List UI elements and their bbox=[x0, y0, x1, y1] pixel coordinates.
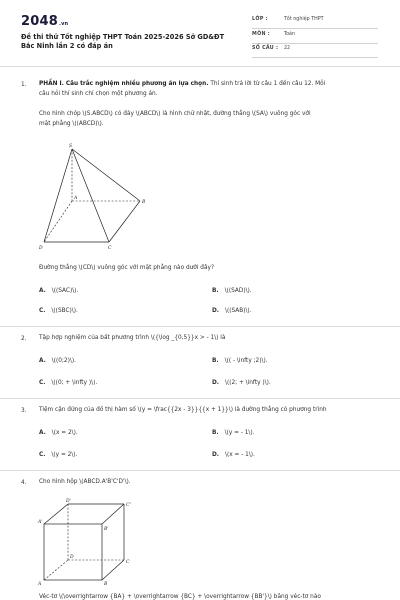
q1-option-a-letter: A. bbox=[39, 288, 46, 294]
question-3-number: 3. bbox=[21, 408, 27, 414]
edge-cb bbox=[109, 201, 140, 242]
q1-option-d-letter: D. bbox=[212, 308, 220, 314]
vertex-b-label: B bbox=[104, 582, 108, 586]
q2-option-c[interactable] bbox=[39, 380, 97, 386]
question-divider bbox=[0, 470, 400, 471]
edge-top-left bbox=[44, 504, 68, 524]
meta-subject-label: MÔN : bbox=[252, 32, 270, 37]
meta-class-value: Tốt nghiệp THPT bbox=[284, 17, 324, 22]
vertex-a-label: A bbox=[74, 196, 78, 201]
q2-option-d[interactable] bbox=[212, 380, 271, 386]
edge-ad bbox=[44, 201, 72, 242]
q2-option-a-letter: A. bbox=[39, 358, 46, 364]
question-4-trailing-text: Véc-tơ \(\overrightarrow {BA} + \overrightarrow {BC} + \overrightarrow {BB'}\) bằng véc-tơ nào bbox=[39, 594, 321, 600]
q3-option-d-text: \(x = - 1\). bbox=[225, 452, 255, 458]
q3-option-d[interactable] bbox=[212, 452, 255, 458]
question-3-stem: Tiệm cận đứng của đồ thị hàm số \(y = \frac{{2x - 3}}{{x + 1}}\) là đường thẳng có phương trình bbox=[39, 407, 327, 413]
q2-option-b-letter: B. bbox=[212, 358, 219, 364]
q2-option-d-letter: D. bbox=[212, 380, 220, 386]
vertex-c-label: C bbox=[126, 560, 130, 565]
meta-subject bbox=[252, 29, 378, 44]
meta-count bbox=[252, 43, 378, 58]
question-2-number: 2. bbox=[21, 336, 27, 342]
vertex-b1-label: B' bbox=[104, 527, 109, 532]
vertex-d-label: D bbox=[70, 555, 74, 560]
q2-option-a[interactable] bbox=[39, 358, 76, 364]
meta-count-value: 22 bbox=[284, 46, 291, 51]
q1-option-c-text: \((SBC)\). bbox=[51, 308, 78, 314]
meta-class bbox=[252, 14, 378, 29]
q1-option-c-letter: C. bbox=[39, 308, 46, 314]
q2-option-b[interactable] bbox=[212, 358, 268, 364]
question-1-stem bbox=[39, 110, 379, 129]
question-1-intro bbox=[39, 80, 379, 99]
q2-option-c-letter: C. bbox=[39, 380, 46, 386]
question-1-intro-rest: Thí sinh trả lời từ câu 1 đến câu 12. Mỗi bbox=[208, 81, 326, 87]
question-1-stem-line2: mặt phẳng \((ABCD)\). bbox=[39, 120, 104, 127]
q3-option-d-letter: D. bbox=[212, 452, 220, 458]
question-4-number: 4. bbox=[21, 480, 27, 486]
q1-option-b-letter: B. bbox=[212, 288, 219, 294]
logo-text: 2048 bbox=[21, 14, 58, 29]
site-logo[interactable] bbox=[21, 14, 68, 29]
q2-option-a-text: \((0;2)\). bbox=[51, 358, 76, 364]
q3-option-c-text: \(y = 2\). bbox=[51, 452, 78, 458]
question-divider bbox=[0, 398, 400, 399]
edge-sd bbox=[44, 149, 72, 242]
q1-option-d[interactable] bbox=[212, 308, 252, 314]
q3-option-b[interactable] bbox=[212, 430, 255, 436]
edge-top-right bbox=[102, 504, 124, 524]
pyramid-figure bbox=[30, 142, 160, 260]
q3-option-a-letter: A. bbox=[39, 430, 46, 436]
question-1-intro-line2: câu hỏi thí sinh chỉ chọn một phương án. bbox=[39, 90, 158, 97]
q3-option-b-letter: B. bbox=[212, 430, 219, 436]
vertex-d1-label: D' bbox=[66, 499, 71, 504]
question-1-stem-line1: Cho hình chóp \(S.ABCD\) có đáy \(ABCD\) là hình chữ nhật, đường thẳng \(SA\) vuông góc với bbox=[39, 111, 311, 117]
q2-option-c-text: \((0; + \infty )\). bbox=[51, 380, 98, 386]
exam-title bbox=[21, 33, 241, 51]
vertex-s-label: S bbox=[69, 144, 73, 149]
q3-option-c[interactable] bbox=[39, 452, 77, 458]
vertex-d-label: D bbox=[39, 246, 43, 251]
vertex-a1-label: A' bbox=[38, 520, 43, 525]
meta-subject-value: Toán bbox=[284, 32, 296, 37]
front-face bbox=[44, 524, 102, 580]
question-1-number: 1. bbox=[21, 82, 27, 88]
vertex-c1-label: C' bbox=[126, 503, 131, 508]
q2-option-d-text: \((2; + \infty )\). bbox=[225, 380, 271, 386]
question-divider bbox=[0, 326, 400, 327]
q1-option-a-text: \((SAC)\). bbox=[51, 288, 79, 294]
exam-title-line2: Bắc Ninh lần 2 có đáp án bbox=[21, 42, 113, 50]
q3-option-c-letter: C. bbox=[39, 452, 46, 458]
q1-option-b[interactable] bbox=[212, 288, 252, 294]
meta-class-label: LỚP : bbox=[252, 17, 268, 22]
logo-suffix: .vn bbox=[58, 21, 69, 27]
exam-title-line1: Đề thi thử Tốt nghiệp THPT Toán 2025-2026 Sở GD&ĐT bbox=[21, 33, 225, 41]
question-1-intro-line1 bbox=[39, 80, 379, 90]
vertex-b-label: B bbox=[142, 200, 146, 205]
question-4-stem: Cho hình hộp \(ABCD.A'B'C'D'\). bbox=[39, 479, 131, 485]
hidden-edge-left bbox=[44, 560, 68, 580]
q2-option-b-text: \(( - \infty ;2)\). bbox=[224, 358, 268, 364]
meta-count-label: SỐ CÂU : bbox=[252, 46, 279, 51]
question-1-question: Đường thẳng \(CD\) vuông góc với mặt phẳng nào dưới đây? bbox=[39, 265, 215, 271]
parallelepiped-figure bbox=[36, 496, 146, 586]
q3-option-a[interactable] bbox=[39, 430, 78, 436]
part-heading: PHẦN I. Câu trắc nghiệm nhiều phương án lựa chọn. bbox=[39, 81, 209, 87]
q1-option-a[interactable] bbox=[39, 288, 78, 294]
question-2-stem: Tập hợp nghiệm của bất phương trình \({\log _{0,5}}x > - 1\) là bbox=[39, 335, 226, 341]
q1-option-c[interactable] bbox=[39, 308, 78, 314]
vertex-a-label: A bbox=[38, 582, 42, 586]
q3-option-b-text: \(y = - 1\). bbox=[224, 430, 255, 436]
q3-option-a-text: \(x = 2\). bbox=[51, 430, 78, 436]
vertex-c-label: C bbox=[108, 246, 112, 251]
q1-option-d-text: \((SAB)\). bbox=[225, 308, 252, 314]
header-divider bbox=[0, 66, 400, 67]
q1-option-b-text: \((SAD)\). bbox=[224, 288, 252, 294]
edge-bottom-right bbox=[102, 560, 124, 580]
